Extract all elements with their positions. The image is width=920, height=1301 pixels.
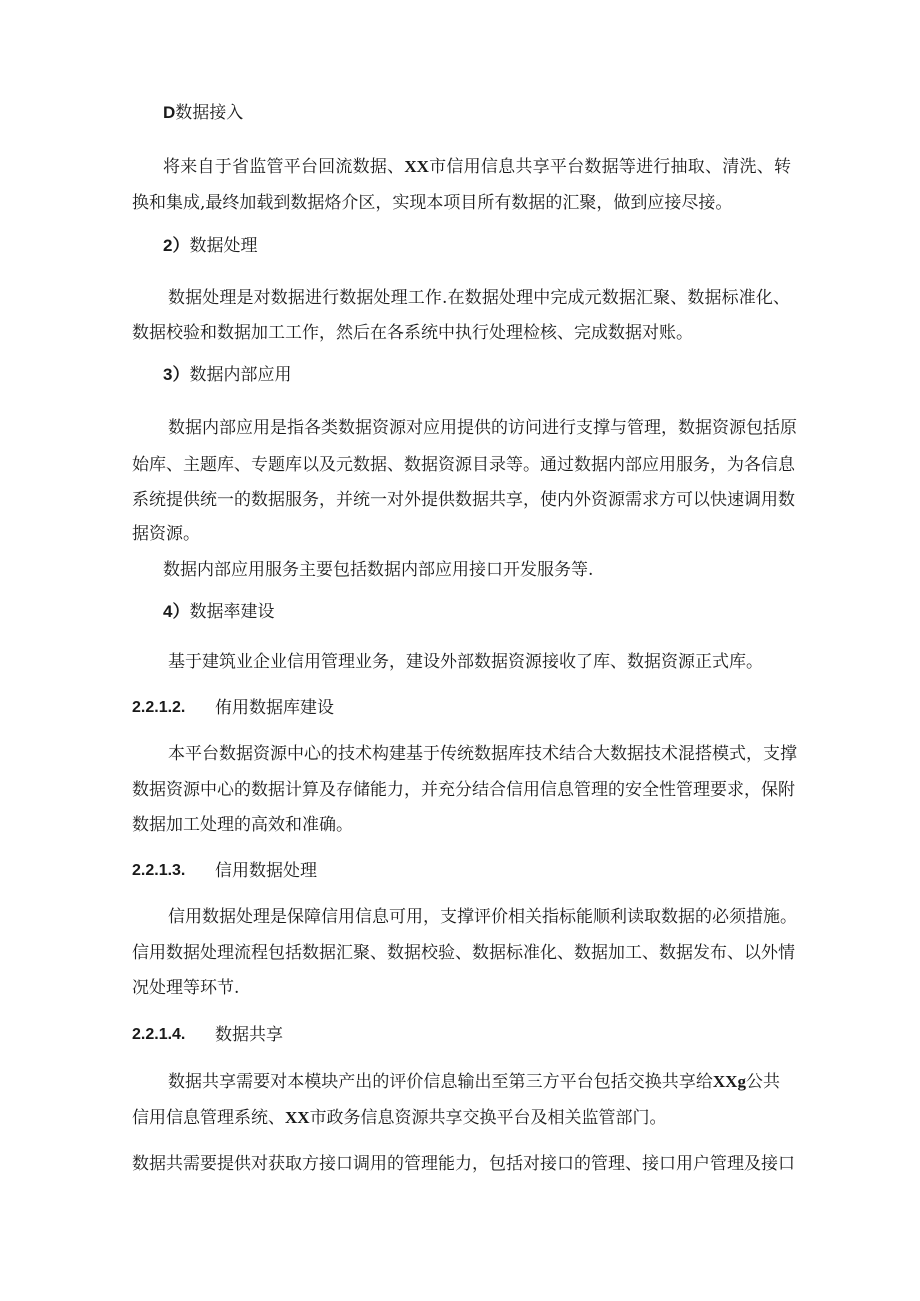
paragraph-line: 数据共需要提供对获取方接口调用的管理能力，包括对接口的管理、接口用户管理及接口 <box>132 1154 795 1174</box>
item-number: 2） <box>163 236 190 255</box>
paragraph: 基于建筑业企业信用管理业务，建设外部数据资源接收了库、数据资源正式库。 <box>168 652 763 672</box>
item-heading <box>163 602 274 622</box>
paragraph-line: 系统提供统一的数据服务，并统一对外提供数据共享，使内外资源需求方可以快速调用数 <box>132 490 795 510</box>
text-run: 市信用信息共享平台数据等进行抽取、清洗、转 <box>428 157 791 177</box>
text-run-bold: XXg <box>712 1072 746 1091</box>
paragraph: 数据内部应用服务主要包括数据内部应用接口开发服务等. <box>163 560 594 580</box>
paragraph-line: 换和集成,最终加载到数据烙介区，实现本项目所有数据的汇聚，做到应接尽接。 <box>132 193 733 213</box>
item-heading <box>163 236 257 256</box>
item-title: 数据率建设 <box>189 602 275 622</box>
text-run: 信用信息管理系统、 <box>132 1108 285 1128</box>
paragraph-line: 始库、主题库、专题库以及元数据、数据资源目录等。通过数据内部应用服务，为各信息 <box>132 455 795 475</box>
section-title: 信用数据处理 <box>215 861 317 881</box>
paragraph-line <box>132 1108 667 1128</box>
paragraph-line: 数据加工处理的高效和准确。 <box>132 815 353 835</box>
item-number: 4） <box>163 602 190 621</box>
item-title: 数据处理 <box>189 236 258 256</box>
item-number: 3） <box>163 365 190 384</box>
text-run-bold: XX <box>285 1108 310 1127</box>
paragraph-line: 信用数据处理是保障信用信息可用，支撑评价相关指标能顺利读取数据的必须措施。 <box>168 907 797 927</box>
paragraph-line <box>163 157 791 177</box>
text-run: 数据共享需要对本模块产出的评价信息输出至第三方平台包括交换共享给 <box>168 1072 713 1092</box>
paragraph-line: 况处理等环节. <box>132 978 240 998</box>
paragraph-line: 本平台数据资源中心的技术构建基于传统数据库技术结合大数据技术混搭模式，支撑 <box>168 744 797 764</box>
section-title: 数据共享 <box>215 1025 283 1045</box>
item-heading <box>163 365 291 385</box>
item-number: D <box>163 103 176 122</box>
paragraph-line: 据资源。 <box>132 524 200 544</box>
paragraph-line <box>168 1072 780 1092</box>
text-run: 公共 <box>745 1072 781 1092</box>
text-run: 市政务信息资源共享交换平台及相关监管部门。 <box>309 1108 667 1128</box>
section-number: 2.2.1.3. <box>132 862 186 879</box>
paragraph-line: 数据处理是对数据进行数据处理工作.在数据处理中完成元数据汇聚、数据标准化、 <box>168 288 790 308</box>
section-number: 2.2.1.4. <box>132 1026 186 1043</box>
item-title: 数据内部应用 <box>189 365 292 385</box>
paragraph-line: 数据资源中心的数据计算及存储能力，并充分结合信用信息管理的安全性管理要求，保附 <box>132 780 795 800</box>
section-title: 侑用数据库建设 <box>215 698 334 718</box>
section-number: 2.2.1.2. <box>132 699 186 716</box>
item-heading <box>163 103 243 123</box>
item-title: 数据接入 <box>175 103 244 123</box>
paragraph-line: 数据内部应用是指各类数据资源对应用提供的访问进行支撑与管理，数据资源包括原 <box>168 418 797 438</box>
paragraph-line: 信用数据处理流程包括数据汇聚、数据校验、数据标准化、数据加工、数据发布、以外情 <box>132 943 795 963</box>
text-run: 将来自于省监管平台回流数据、 <box>163 157 405 177</box>
text-run-bold: XX <box>404 157 429 176</box>
paragraph-line: 数据校验和数据加工工作，然后在各系统中执行处理检核、完成数据对账。 <box>132 323 693 343</box>
